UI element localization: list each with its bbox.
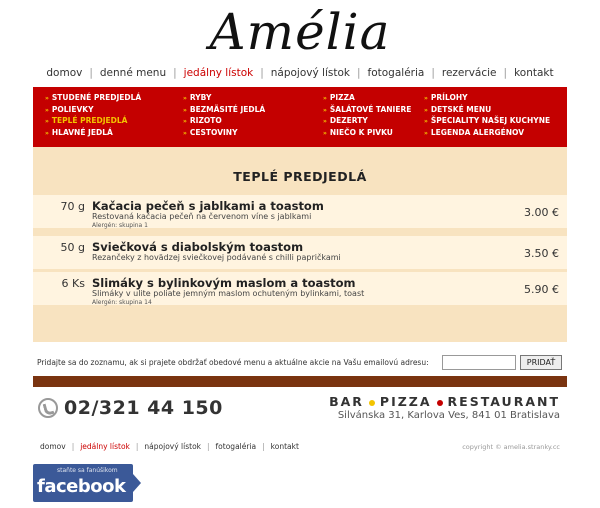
category-item[interactable]	[183, 127, 265, 138]
footer-nav-fotogaleria[interactable]: fotogaléria	[215, 442, 257, 451]
footer-nav-kontakt[interactable]: kontakt	[270, 442, 299, 451]
dish-allergen: Alergén: skupina 14	[92, 299, 152, 306]
category-label: DEZERTY	[329, 116, 368, 125]
category-item[interactable]	[323, 104, 411, 115]
category-column	[183, 92, 265, 138]
nav-separator: |	[135, 442, 139, 451]
category-item[interactable]	[323, 127, 411, 138]
nav-item-rezervacie[interactable]: rezervácie	[441, 67, 497, 79]
arrow-icon: »	[45, 95, 49, 102]
nav-separator: |	[71, 442, 75, 451]
address: Silvánska 31, Karlova Ves, 841 01 Bratislava	[337, 410, 560, 421]
nav-item-denne-menu[interactable]: denné menu	[99, 67, 167, 79]
arrow-icon: »	[45, 106, 49, 114]
arrow-icon: »	[323, 129, 327, 137]
dish-allergen: Alergén: skupina 1	[92, 222, 148, 229]
arrow-icon: »	[424, 106, 428, 114]
category-item[interactable]	[323, 115, 411, 126]
nav-separator: |	[356, 67, 361, 79]
category-item[interactable]	[45, 127, 141, 138]
nav-separator: |	[207, 442, 210, 451]
footer-nav-jedalny-listok[interactable]: jedálny lístok	[80, 442, 130, 451]
category-column	[424, 92, 550, 138]
arrow-icon: »	[183, 106, 187, 114]
category-item-active[interactable]	[45, 115, 141, 126]
arrow-icon: »	[45, 118, 49, 125]
category-label: DETSKÉ MENU	[430, 104, 492, 114]
nav-item-jedalny-listok[interactable]: jedálny lístok	[183, 67, 254, 79]
dish-row	[33, 272, 567, 305]
footer-nav-domov[interactable]: domov	[40, 442, 66, 451]
top-nav	[33, 63, 567, 83]
section-title: TEPLÉ PREDJEDLÁ	[233, 169, 367, 184]
category-label: ŠALÁTOVÉ TANIERE	[329, 104, 412, 114]
category-label: RYBY	[189, 93, 212, 102]
category-label: STUDENÉ PREDJEDLÁ	[51, 93, 142, 102]
arrow-icon: »	[323, 95, 327, 102]
menu-content	[33, 147, 567, 342]
tag-restaurant: RESTAURANT	[447, 394, 560, 409]
brand-block	[329, 394, 560, 421]
category-item[interactable]	[424, 92, 550, 103]
category-column	[323, 92, 411, 138]
category-label: TEPLÉ PREDJEDLÁ	[51, 116, 128, 125]
facebook-fan-button[interactable]	[33, 464, 133, 502]
dish-price: 5.90 €	[524, 283, 559, 296]
category-menu	[33, 87, 567, 147]
nav-separator: |	[173, 67, 177, 79]
dish-name: Sviečková s diabolským toastom	[92, 240, 304, 254]
dish-quantity: 50 g	[60, 241, 85, 254]
facebook-small-text: staňte sa fanúšikom	[57, 467, 118, 474]
category-label: RIZOTO	[189, 116, 222, 125]
dish-row	[33, 195, 567, 228]
arrow-icon: »	[45, 129, 49, 137]
nav-item-fotogaleria[interactable]: fotogaléria	[367, 67, 425, 79]
nav-separator: |	[89, 67, 93, 79]
dot-icon	[369, 400, 375, 406]
tag-bar: BAR	[329, 394, 364, 409]
copyright: copyright © amelia.stranky.cc	[462, 443, 560, 451]
category-item[interactable]	[424, 115, 550, 126]
arrow-icon: »	[183, 95, 187, 102]
facebook-logo-text: facebook	[37, 476, 126, 497]
brand-tagline	[329, 394, 560, 409]
dish-row	[33, 236, 567, 269]
nav-separator: |	[262, 442, 265, 451]
nav-separator: |	[260, 67, 264, 79]
tag-pizza: PIZZA	[379, 394, 432, 409]
dish-description: Restovaná kačacia pečeň na červenom víne s jablkami	[92, 212, 312, 221]
dish-quantity: 6 Ks	[61, 277, 85, 290]
category-item[interactable]	[45, 92, 141, 103]
category-item[interactable]	[323, 92, 411, 103]
footer-nav	[40, 442, 299, 451]
dish-quantity: 70 g	[60, 200, 85, 213]
category-item[interactable]	[45, 104, 141, 115]
category-label: PRÍLOHY	[430, 93, 468, 102]
arrow-icon: »	[424, 118, 428, 125]
email-input[interactable]	[442, 355, 516, 370]
category-item[interactable]	[183, 92, 265, 103]
divider-bar	[33, 376, 567, 387]
category-item[interactable]	[183, 104, 265, 115]
category-label: ŠPECIALITY NAŠEJ KUCHYNE	[430, 116, 551, 125]
nav-item-domov[interactable]: domov	[46, 67, 83, 79]
phone-number: 02/321 44 150	[64, 397, 223, 419]
category-label: PIZZA	[329, 93, 355, 102]
category-label: CESTOVINY	[189, 127, 238, 137]
dish-price: 3.50 €	[524, 247, 559, 260]
site-logo[interactable]: Amélia	[209, 3, 391, 61]
dot-icon	[437, 400, 443, 406]
newsletter-text: Pridajte sa do zoznamu, ak si prajete obdržať obedové menu a aktuálne akcie na Vašu emailovú adresu:	[37, 358, 429, 367]
newsletter-form	[33, 352, 567, 372]
dish-name: Kačacia pečeň s jablkami a toastom	[92, 199, 324, 213]
subscribe-button[interactable]: PRIDAŤ	[520, 355, 562, 370]
arrow-icon: »	[183, 118, 187, 125]
arrow-icon: »	[424, 129, 428, 137]
category-label: NIEČO K PIVKU	[329, 127, 393, 137]
category-label: HLAVNÉ JEDLÁ	[51, 127, 113, 137]
dish-description: Slimáky v ulite poliate jemným maslom ochuteným bylinkami, toast	[92, 289, 365, 298]
arrow-icon: »	[183, 129, 187, 137]
nav-item-napojovy-listok[interactable]: nápojový lístok	[270, 67, 350, 79]
category-column	[45, 92, 141, 138]
arrow-icon: »	[424, 95, 428, 102]
arrow-icon: »	[323, 106, 327, 114]
arrow-icon: »	[323, 118, 327, 125]
footer-nav-napojovy-listok[interactable]: nápojový lístok	[144, 442, 202, 451]
dish-description: Rezančeky z hovädzej sviečkovej podávané s chilli papričkami	[92, 253, 341, 262]
dish-price: 3.00 €	[524, 206, 559, 219]
phone-icon	[38, 398, 58, 418]
category-item[interactable]	[424, 104, 550, 115]
nav-separator: |	[503, 67, 508, 79]
category-label: BEZMÄSITÉ JEDLÁ	[189, 104, 266, 114]
category-item[interactable]	[183, 115, 265, 126]
nav-separator: |	[431, 67, 435, 79]
nav-item-kontakt[interactable]: kontakt	[514, 67, 554, 79]
category-label: POLIEVKY	[51, 104, 94, 114]
category-label: LEGENDA ALERGÉNOV	[430, 127, 525, 137]
arrow-icon	[133, 474, 141, 492]
dish-name: Slimáky s bylinkovým maslom a toastom	[92, 276, 356, 290]
category-item[interactable]	[424, 127, 550, 138]
phone-block	[38, 396, 223, 420]
